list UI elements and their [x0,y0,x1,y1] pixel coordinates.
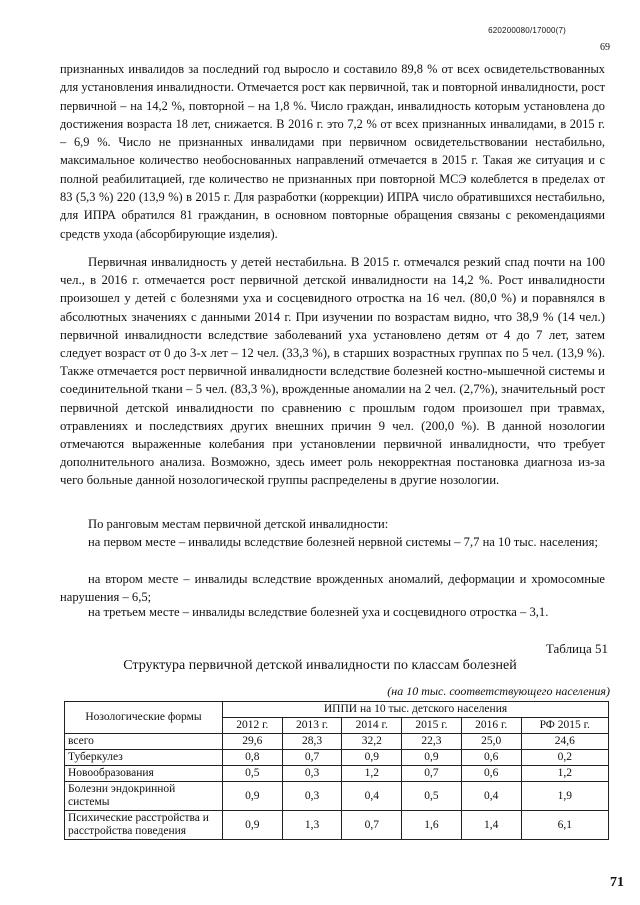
cell-value: 0,5 [402,782,462,811]
paragraph-ranking-intro: По ранговым местам первичной детской инвалидности: [88,517,389,531]
cell-value: 0,4 [461,782,521,811]
cell-value: 1,4 [461,811,521,840]
cell-value: 1,2 [521,766,608,782]
row-name: Туберкулез [65,750,223,766]
cell-value: 0,3 [282,766,342,782]
ranking-first: на первом месте – инвалиды вследствие болезней нервной системы – 7,7 на 10 тыс. населения; [88,535,598,549]
cell-value: 0,3 [282,782,342,811]
table-row [65,750,609,766]
cell-value: 0,7 [402,766,462,782]
disability-table [64,701,609,840]
row-name: Психические расстройства и расстройства поведения [65,811,223,840]
year-header: 2016 г. [461,718,521,734]
year-header: 2013 г. [282,718,342,734]
table-row [65,734,609,750]
table-note: (на 10 тыс. соответствующего населения) [387,684,610,698]
cell-value: 0,9 [342,750,402,766]
cell-value: 24,6 [521,734,608,750]
table-row [65,766,609,782]
cell-value: 1,3 [282,811,342,840]
cell-value: 29,6 [223,734,283,750]
cell-value: 0,2 [521,750,608,766]
year-header: 2014 г. [342,718,402,734]
cell-value: 0,9 [223,811,283,840]
row-name: Болезни эндокринной системы [65,782,223,811]
cell-value: 0,9 [402,750,462,766]
cell-value: 1,9 [521,782,608,811]
table-label: Таблица 51 [545,641,608,656]
cell-value: 0,7 [342,811,402,840]
page-number: 69 [600,42,610,53]
cell-value: 0,4 [342,782,402,811]
ranking-third: на третьем месте – инвалиды вследствие болезней уха и сосцевидного отростка – 3,1. [88,605,549,619]
cell-value: 0,5 [223,766,283,782]
col-header-forms: Нозологические формы [65,702,223,734]
table-header-row [65,702,609,718]
handwritten-page-mark: 71 [610,875,624,890]
cell-value: 0,8 [223,750,283,766]
table-row [65,811,609,840]
cell-value: 28,3 [282,734,342,750]
cell-value: 0,9 [223,782,283,811]
cell-value: 1,2 [342,766,402,782]
cell-value: 32,2 [342,734,402,750]
cell-value: 0,6 [461,750,521,766]
table-row [65,782,609,811]
cell-value: 25,0 [461,734,521,750]
cell-value: 0,6 [461,766,521,782]
cell-value: 22,3 [402,734,462,750]
year-header: РФ 2015 г. [521,718,608,734]
row-name: Новообразования [65,766,223,782]
year-header: 2012 г. [223,718,283,734]
document-code: 620200080/17000(7) [488,26,566,35]
row-name: всего [65,734,223,750]
table-title: Структура первичной детской инвалидности по классам болезней [123,658,517,673]
cell-value: 0,7 [282,750,342,766]
year-header: 2015 г. [402,718,462,734]
group-header: ИППИ на 10 тыс. детского населения [223,702,609,718]
cell-value: 1,6 [402,811,462,840]
ranking-second: на втором месте – инвалиды вследствие врожденных аномалий, деформации и хромосомные нарушения – 6,5; [60,572,605,605]
paragraph-1: признанных инвалидов за последний год выросло и составило 89,8 % от всех освидетельствованных для установления инвалидности. Отмечается рост как первичной, так и повторной инвалидности, рост первичной – на 14,2 %, повторной – на 1,8 %. Число граждан, инвалидность которым установлена до достижения возраста 18 лет, снижается. В 2016 г. это 7,2 % от всех признанных инвалидами, в 2015 г. – 6,9 %. Число не признанных инвалидами при первичном освидетельствовании нестабильно, максимальное количество необоснованных направлений отмечается в 2015 г. Такая же ситуация и с полной реабилитацией, где количество не признанных при повторной МСЭ колеблется в пределах от 83 (5,3 %) 220 (13,9 %) в 2015 г. Для разработки (коррекции) ИПРА число обратившихся нестабильно, для ИПРА обратился 81 гражданин, в основном повторные обращения связаны с рекомендациями средств ухода (абсорбирующие изделия). [60,62,605,241]
cell-value: 6,1 [521,811,608,840]
paragraph-2: Первичная инвалидность у детей нестабильна. В 2015 г. отмечался резкий спад почти на 100 чел., в 2016 г. отмечается рост первичной детской инвалидности на 14,2 %. Рост инвалидности произошел у детей с болезнями уха и сосцевидного отростка на 16 чел. (80,0 %) и поравнялся в абсолютных значениях с данными 2014 г. При изучении по возрастам видно, что 38,9 % (14 чел.) первичной инвалидности вследствие заболеваний уха установлено детям от 4 до 7 лет, затем следует возраст от 0 до 3-х лет – 12 чел. (33,3 %), в старших возрастных группах по 5 чел. (13,9 %). Также отмечается рост первичной инвалидности вследствие болезней костно-мышечной системы и соединительной ткани – 5 чел. (83,3 %), врожденные аномалии на 2 чел. (2,7%), значительный рост первичной детской инвалидности по сравнению с прошлым годом произошел при травмах, отравлениях и последствиях других внешних причин 9 чел. (200,0 %). В данной нозологии отмечаются выраженные колебания при установлении первичной инвалидности, что требует дополнительного анализа. Возможно, здесь имеет роль некорректная постановка диагноза из-за чего больные данной нозологической группы распределены в другие нозологии. [60,255,605,488]
